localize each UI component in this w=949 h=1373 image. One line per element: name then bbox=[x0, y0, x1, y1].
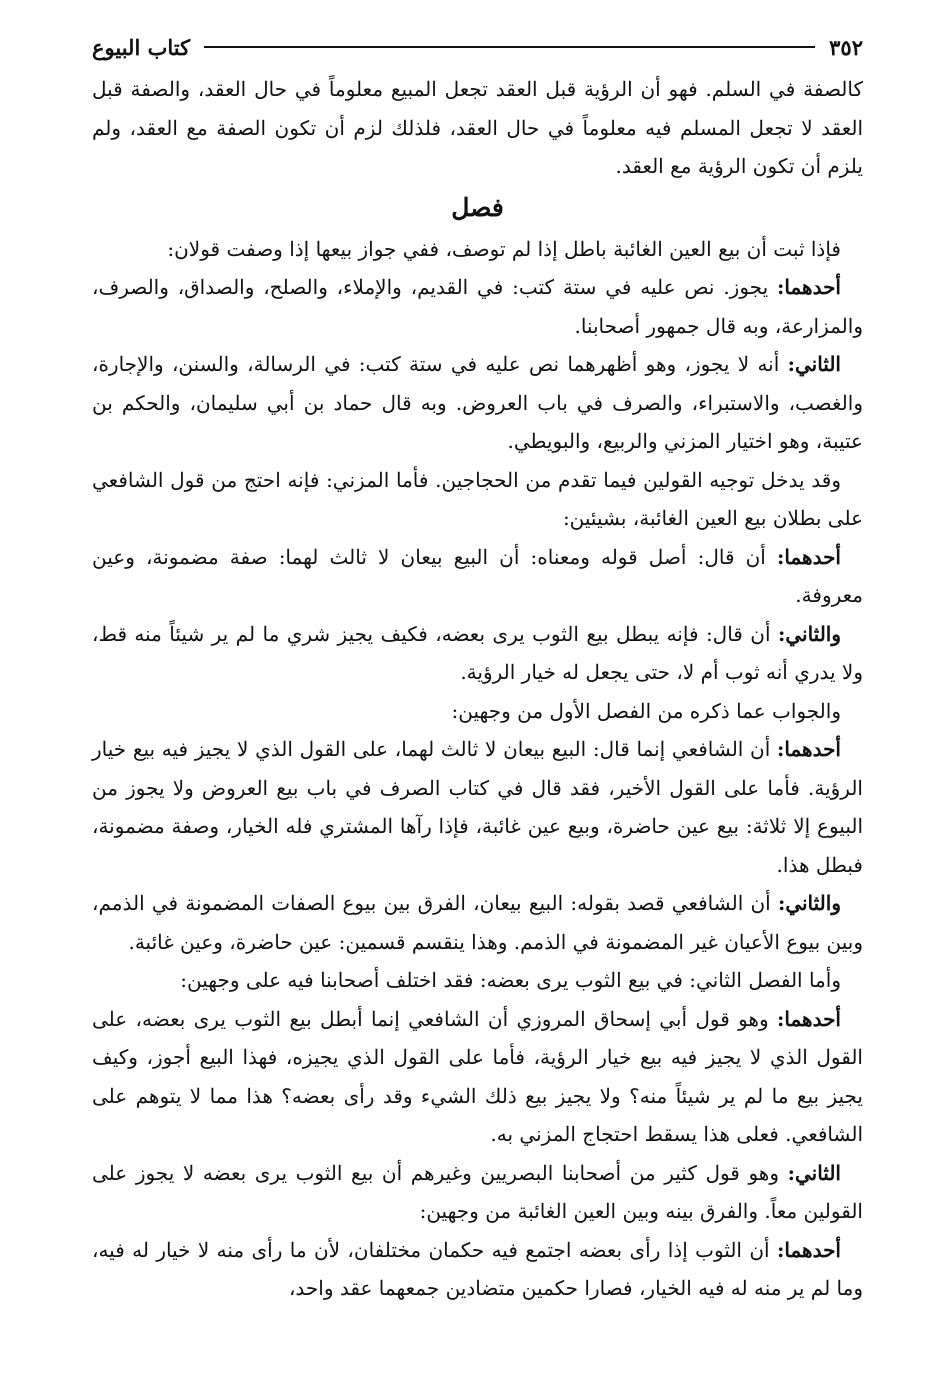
paragraph-text: أن الشافعي إنما قال: البيع بيعان لا ثالث لهما، على القول الذي لا يجيز فيه بيع خيار الرؤية. فأما على القول الأخير، فقد قال في كتاب الصرف في باب بيع العروض ولا يجوز من البيوع إلا ثلاثة: بيع عين حاضرة، وبيع عين غائبة، فإذا رآها المشتري فله الخيار، وصفة مضمونة، فبطل هذا. bbox=[92, 737, 864, 877]
page-header bbox=[92, 30, 863, 64]
header-rule bbox=[204, 46, 815, 48]
paragraph-text: يجوز. نص عليه في ستة كتب: في القديم، والإملاء، والصلح، والصداق، والصرف، والمزارعة، وبه قال جمهور أصحابنا. bbox=[92, 275, 863, 338]
paragraph bbox=[92, 615, 863, 692]
paragraph-lead: والثاني: bbox=[777, 621, 842, 646]
paragraph bbox=[92, 961, 863, 1000]
book-title: كتاب البيوع bbox=[92, 34, 191, 60]
paragraph-text: وأما الفصل الثاني: في بيع الثوب يرى بعضه: فقد اختلف أصحابنا فيه على وجهين: bbox=[180, 968, 841, 992]
paragraph bbox=[92, 1000, 863, 1154]
paragraph-lead: أحدهما: bbox=[776, 275, 841, 299]
paragraph-lead: الثاني: bbox=[787, 1160, 841, 1185]
paragraph bbox=[92, 1154, 863, 1231]
paragraph bbox=[92, 461, 863, 538]
paragraph-text: أن الثوب إذا رأى بعضه اجتمع فيه حكمان مختلفان، لأن ما رأى منه لا خيار له فيه، وما لم ير منه له فيه الخيار، فصارا حكمين متضادين جمعهما عقد واحد، bbox=[92, 1237, 863, 1300]
paragraph-intro bbox=[92, 70, 863, 186]
paragraph bbox=[92, 730, 863, 884]
paragraph-lead: والثاني: bbox=[777, 891, 841, 915]
book-page bbox=[92, 30, 863, 1353]
paragraph bbox=[92, 230, 863, 269]
paragraph-lead: أحدهما: bbox=[776, 544, 841, 569]
paragraph-text: والجواب عما ذكره من الفصل الأول من وجهين: bbox=[451, 698, 841, 723]
paragraph bbox=[92, 538, 863, 615]
paragraph-text: وهو قول أبي إسحاق المروزي أن الشافعي إنما أبطل بيع الثوب يرى بعضه، على القول الذي لا يجيز فيه بيع خيار الرؤية، فأما على القول الذي يجيزه، فهذا البيع أجوز، وكيف يجيز بيع ما لم ير شيئاً منه؟ ولا يجيز بيع ذلك الشيء وقد رأى بعضه؟ هذا مما لا يتوهم على الشافعي. فعلى هذا يسقط احتجاج المزني به. bbox=[92, 1006, 863, 1146]
paragraph-text: وقد يدخل توجيه القولين فيما تقدم من الحجاجين. فأما المزني: فإنه احتج من قول الشافعي على بطلان بيع العين الغائبة، بشيئين: bbox=[92, 467, 863, 530]
paragraph-text: أنه لا يجوز، وهو أظهرهما نص عليه في ستة كتب: في الرسالة، والسنن، والإجارة، والغصب، والاستبراء، والصرف في باب العروض. وبه قال حماد بن أبي سليمان، والحكم بن عتيبة، وهو اختيار المزني والربيع، والبويطي. bbox=[92, 352, 863, 453]
paragraph-text: وهو قول كثير من أصحابنا البصريين وغيرهم أن بيع الثوب يرى بعضه لا يجوز على القولين معاً. والفرق بينه وبين العين الغائبة من وجهين: bbox=[92, 1160, 863, 1223]
paragraph-lead: أحدهما: bbox=[776, 737, 841, 761]
paragraph bbox=[92, 268, 863, 345]
paragraph bbox=[92, 1231, 863, 1308]
paragraph bbox=[92, 345, 863, 461]
paragraph-lead: الثاني: bbox=[787, 352, 841, 376]
paragraph bbox=[92, 692, 863, 731]
paragraph bbox=[92, 884, 863, 961]
paragraph-text: أن الشافعي قصد بقوله: البيع بيعان، الفرق بين بيوع الصفات المضمونة في الذمم، وبين بيوع الأعيان غير المضمونة في الذمم. وهذا ينقسم قسمين: عين حاضرة، وعين غائبة. bbox=[92, 891, 863, 954]
paragraph-text: فإذا ثبت أن بيع العين الغائبة باطل إذا لم توصف، ففي جواز بيعها إذا وصفت قولان: bbox=[167, 236, 841, 261]
section-heading: فصل bbox=[451, 192, 504, 222]
paragraph-lead: أحدهما: bbox=[776, 1237, 841, 1262]
paragraph-lead: أحدهما: bbox=[776, 1006, 841, 1031]
paragraph-text: أن قال: أصل قوله ومعناه: أن البيع بيعان لا ثالث لهما: صفة مضمونة، وعين معروفة. bbox=[92, 544, 863, 607]
paragraph-text: كالصفة في السلم. فهو أن الرؤية قبل العقد تجعل المبيع معلوماً في حال العقد، والصفة قبل العقد لا تجعل المسلم فيه معلوماً في حال العقد، فلذلك لزم أن تكون الصفة مع العقد، ولم يلزم أن تكون الرؤية مع العقد. bbox=[92, 77, 863, 178]
paragraph-text: أن قال: فإنه يبطل بيع الثوب يرى بعضه، فكيف يجيز شري ما لم ير شيئاً منه قط، ولا يدري أنه ثوب أم لا، حتى يجعل له خيار الرؤية. bbox=[92, 621, 863, 684]
page-number: ٣٥٢ bbox=[829, 34, 863, 60]
